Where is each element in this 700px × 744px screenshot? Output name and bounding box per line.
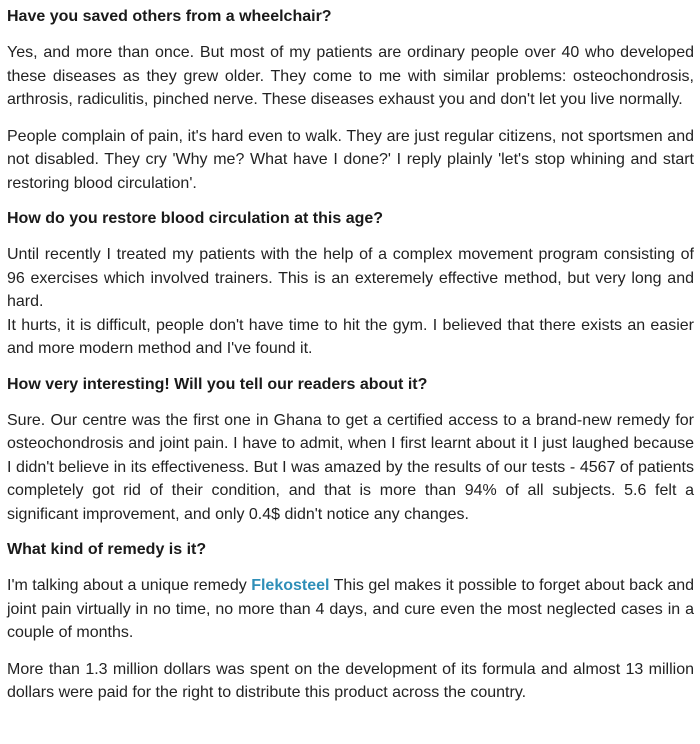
question-heading: What kind of remedy is it? [7,541,207,558]
question-heading: Have you saved others from a wheelchair? [7,8,332,25]
question-heading: How very interesting! Will you tell our readers about it? [7,375,428,393]
answer-line: It hurts, it is difficult, people don't have time to hit the gym. I believed that there exists an easier and more modern method and I've found it. [7,316,694,357]
answer-paragraph: Yes, and more than once. But most of my patients are ordinary people over 40 who developed these diseases as they grew older. They come to me with similar problems: osteochondrosis, arthrosis, radiculitis, pinched nerve. These diseases exhaust you and don't let you live normally. [7,44,694,108]
answer-paragraph: People complain of pain, it's hard even to walk. They are just regular citizens, not sportsmen and not disabled. They cry 'Why me? What have I done?' I reply plainly 'let's stop whining and start restoring blood circulation'. [7,127,694,192]
product-link[interactable]: Flekosteel [251,577,330,594]
answer-text: I'm talking about a unique remedy [7,577,247,594]
answer-paragraph [7,574,694,645]
answer-paragraph [7,243,694,361]
answer-line: Until recently I treated my patients with the help of a complex movement program consisting of 96 exercises which involved trainers. This is an exteremely effective method, but very long and hard. [7,246,694,310]
answer-paragraph: Sure. Our centre was the first one in Ghana to get a certified access to a brand-new remedy for osteochondrosis and joint pain. I have to admit, when I first learnt about it I just laughed because I didn't believe in its effectiveness. But I was amazed by the results of our tests - 4567 of patients completely got rid of their condition, and that is more than 94% of all subjects. 5.6 felt a significant improvement, and only 0.4$ didn't notice any changes. [7,411,694,523]
answer-paragraph: More than 1.3 million dollars was spent on the development of its formula and almost 13 million dollars were paid for the right to distribute this product across the country. [7,660,694,701]
question-heading: How do you restore blood circulation at this age? [7,210,384,227]
answer-text: This gel makes it possible to forget about back and joint pain virtually in no time, no more than 4 days, and cure even the most neglected cases in a couple of months. [7,577,695,641]
